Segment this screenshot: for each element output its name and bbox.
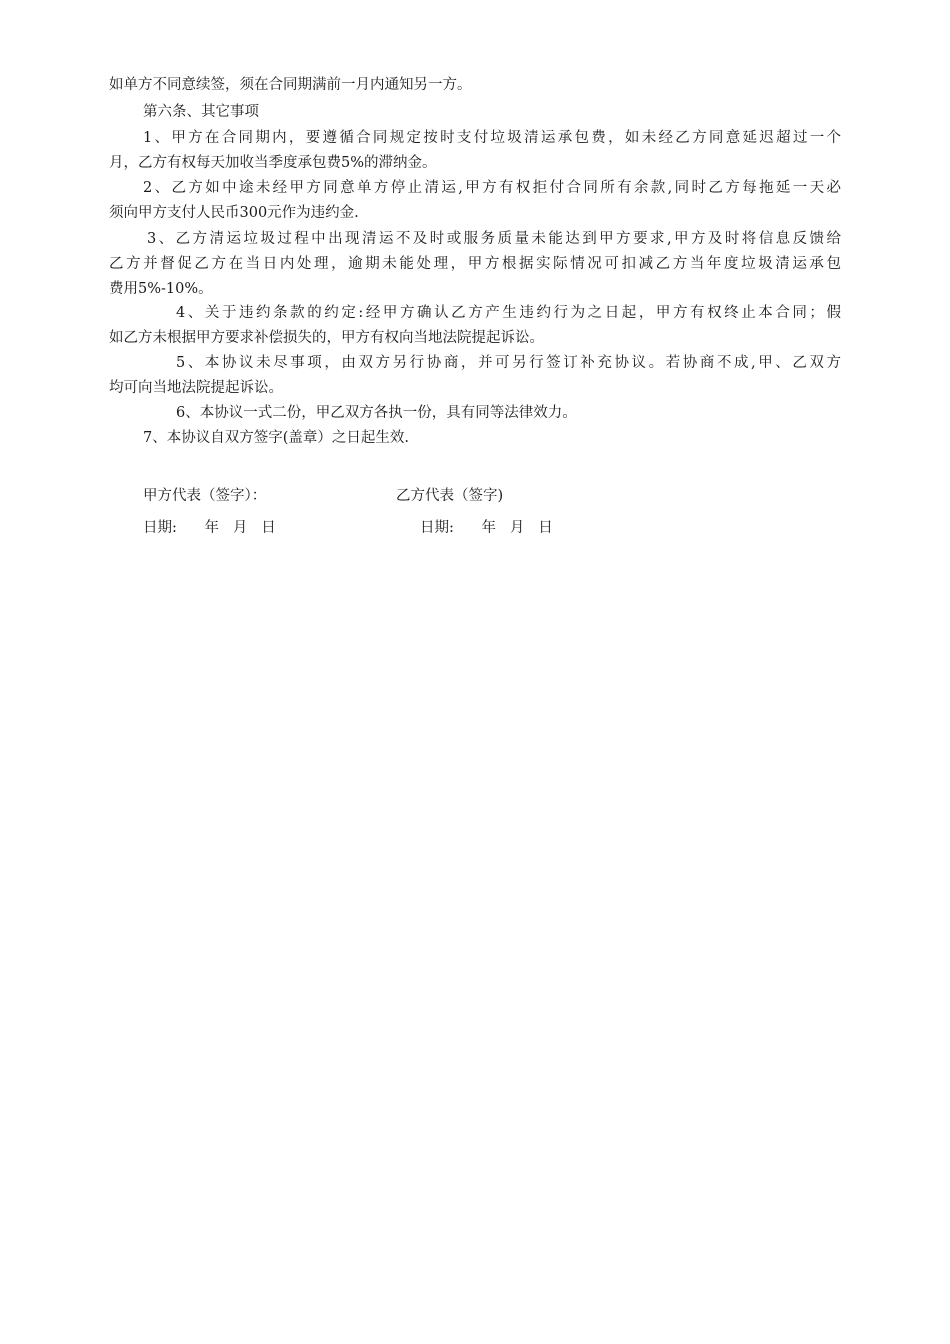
party-b-date: 日期: 年 月 日 (420, 520, 553, 536)
party-a-date: 日期: 年 月 日 (143, 520, 276, 536)
clause-6: 6、本协议一式二份，甲乙双方各执一份，具有同等法律效力。 (176, 405, 577, 421)
clause-7: 7、本协议自双方签字(盖章）之日起生效. (143, 430, 409, 446)
clause-1-line-1: 1、甲方在合同期内，要遵循合同规定按时支付垃圾清运承包费，如未经乙方同意延迟超过一个 (143, 130, 841, 146)
clause-4-line-2: 如乙方未根据甲方要求补偿损失的，甲方有权向当地法院提起诉讼。 (109, 330, 544, 346)
clause-1-line-2: 月，乙方有权每天加收当季度承包费5%的滞纳金。 (109, 155, 437, 171)
party-b-signature-label: 乙方代表（签字) (396, 488, 504, 504)
clause-5-line-2: 均可向当地法院提起诉讼。 (109, 380, 283, 396)
continuation-text: 如单方不同意续签，须在合同期满前一月内通知另一方。 (109, 77, 472, 93)
section-title: 第六条、其它事项 (143, 104, 259, 120)
clause-2-line-1: 2、乙方如中途未经甲方同意单方停止清运,甲方有权拒付合同所有余款,同时乙方每拖延一天必 (143, 180, 841, 196)
clause-4-line-1: 4、关于违约条款的约定:经甲方确认乙方产生违约行为之日起，甲方有权终止本合同；假 (176, 305, 841, 321)
party-a-signature-label: 甲方代表（签字）： (143, 488, 267, 504)
clause-3-line-1: 3、乙方清运垃圾过程中出现清运不及时或服务质量未能达到甲方要求,甲方及时将信息反馈给 (147, 231, 841, 247)
clause-3-line-2: 乙方并督促乙方在当日内处理，逾期未能处理，甲方根据实际情况可扣减乙方当年度垃圾清运承包 (109, 256, 841, 272)
clause-3-line-3: 费用5%-10%。 (109, 281, 213, 297)
clause-2-line-2: 须向甲方支付人民币300元作为违约金. (109, 205, 359, 221)
clause-5-line-1: 5、本协议未尽事项，由双方另行协商，并可另行签订补充协议。若协商不成,甲、乙双方 (176, 355, 841, 371)
